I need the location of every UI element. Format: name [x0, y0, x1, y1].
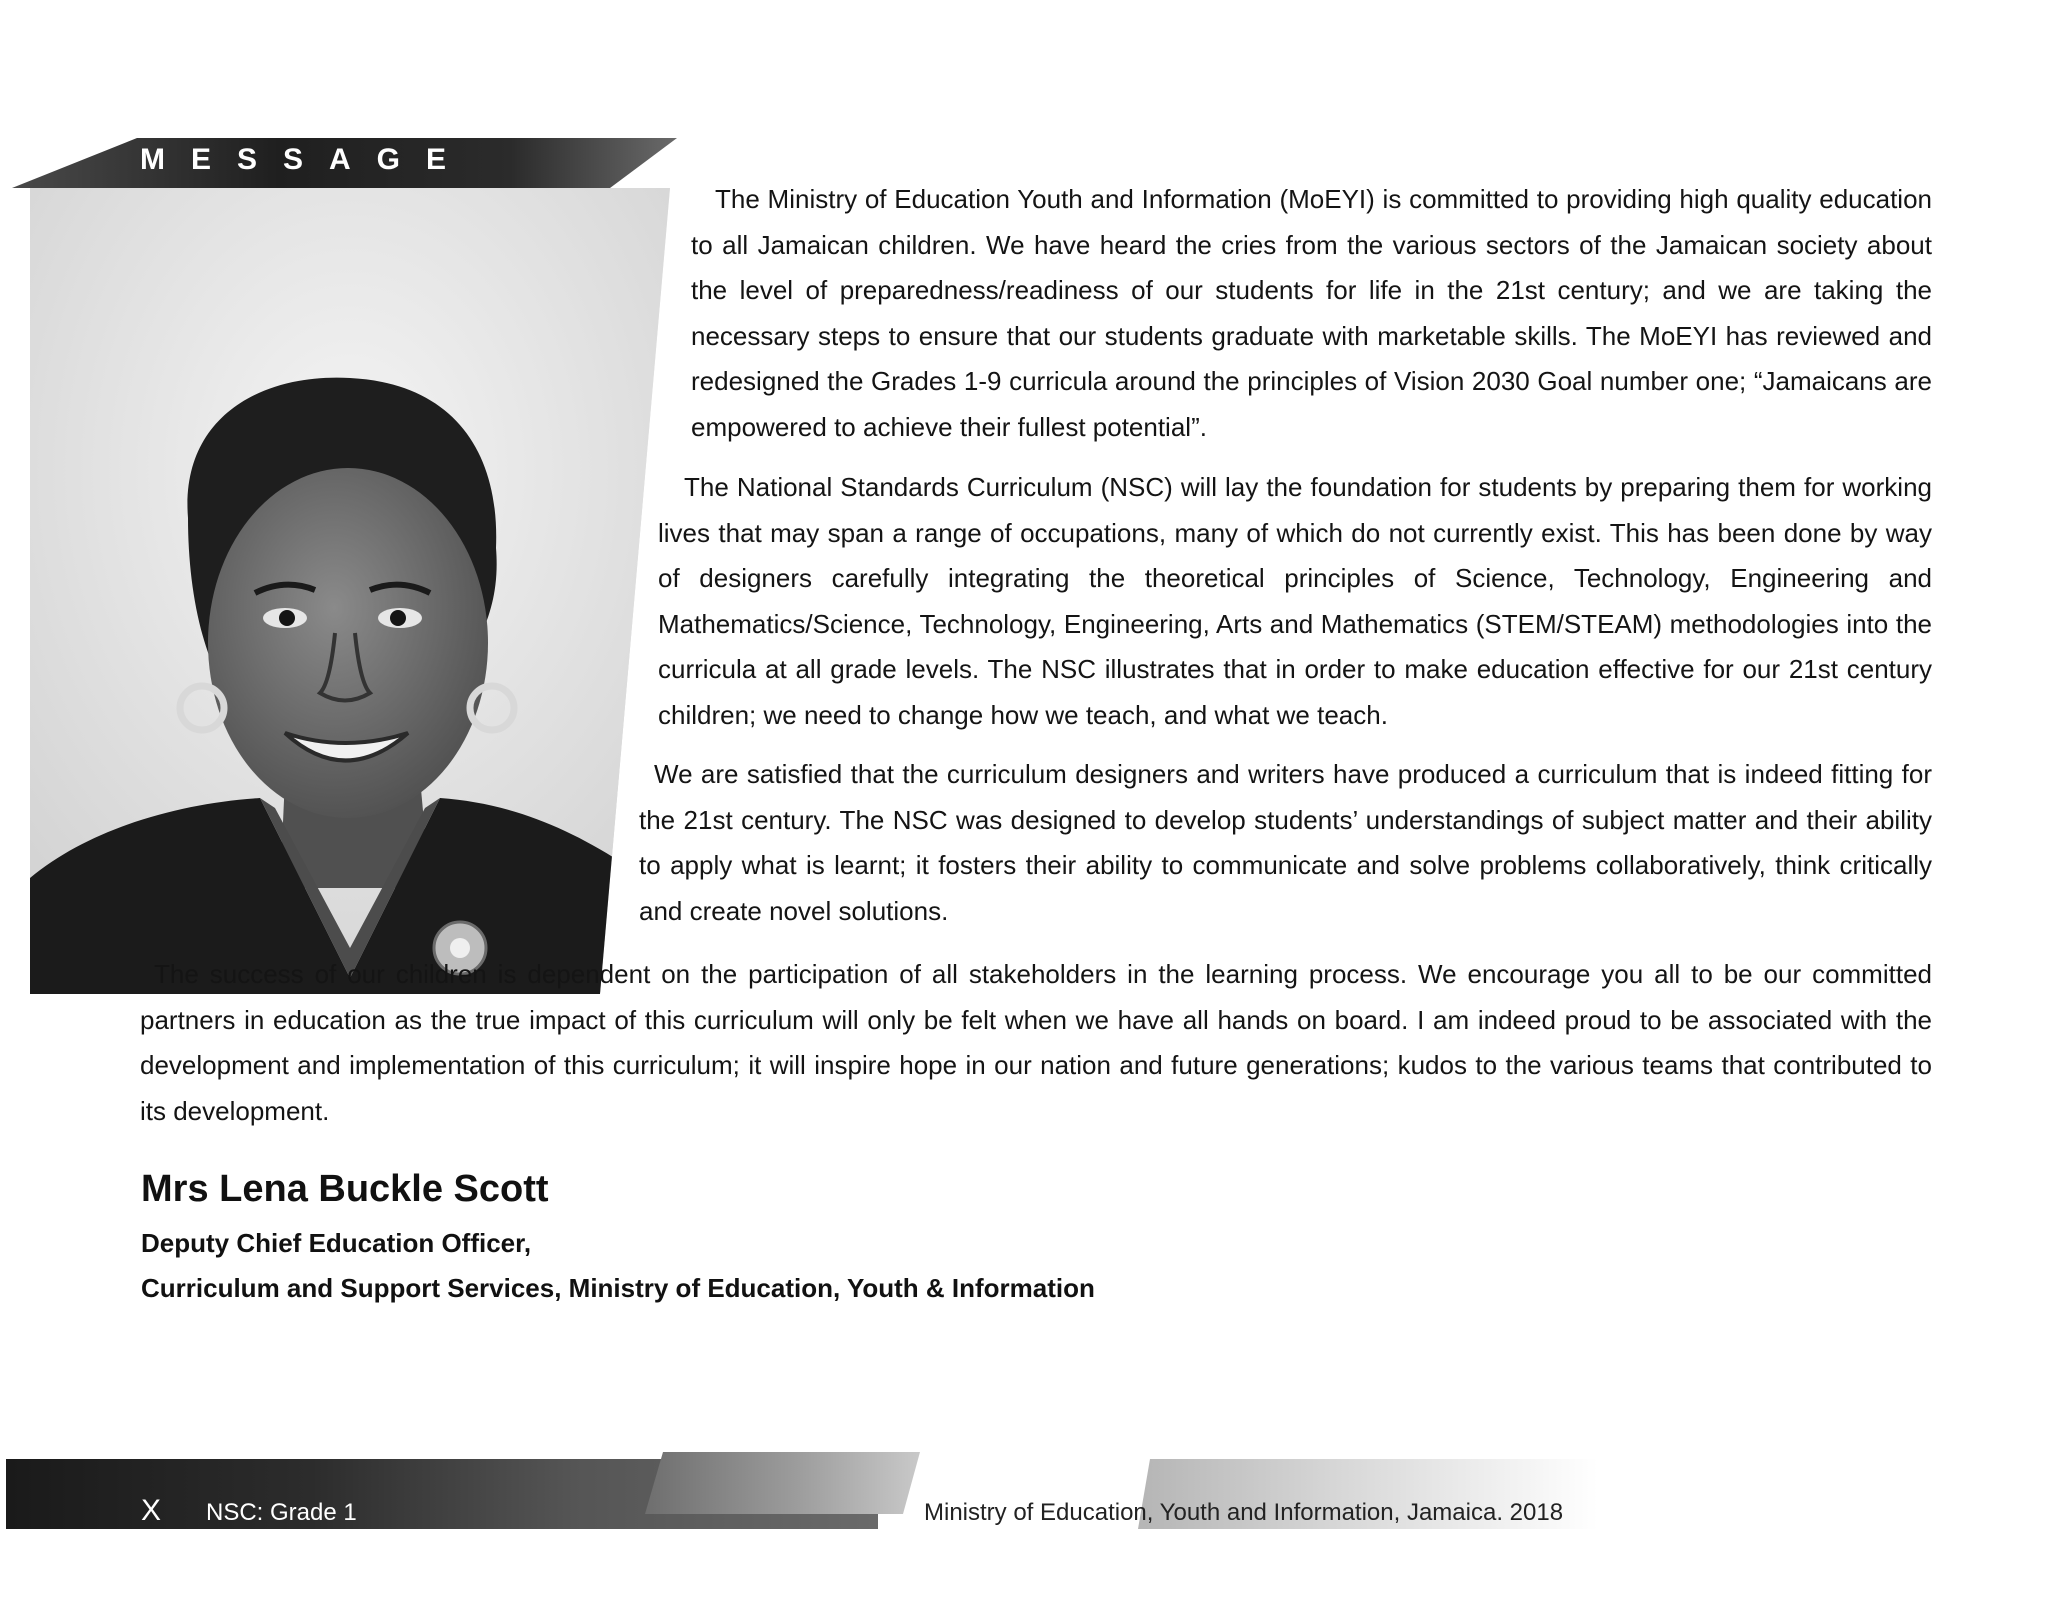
message-paragraph-1: The Ministry of Education Youth and Information (MoEYI) is committed to providing high quality education to all Jamaican children. We have heard the cries from the various sectors of the Jamaican society about the level of preparedness/readiness of our students for life in the 21st century; and we are taking the necessary steps to ensure that our students graduate with marketable skills. The MoEYI has reviewed and redesigned the Grades 1-9 curricula around the principles of Vision 2030 Goal number one; “Jamaicans are empowered to achieve their fullest potential”. [691, 184, 1932, 442]
signatory-title: Deputy Chief Education Officer, [141, 1228, 532, 1258]
page-number: X [141, 1494, 162, 1527]
page-title: MESSAGE [140, 143, 473, 176]
footer-accent [645, 1452, 920, 1514]
message-paragraph-3: We are satisfied that the curriculum designers and writers have produced a curriculum that is indeed fitting for the 21st century. The NSC was designed to develop students’ understandings of subject matter and their ability to apply what is learnt; it fosters their ability to communicate and solve problems collaboratively, think critically and create novel solutions. [639, 759, 1932, 926]
footer-publisher: Ministry of Education, Youth and Information, Jamaica. 2018 [924, 1499, 1564, 1526]
message-paragraph-2: The National Standards Curriculum (NSC) will lay the foundation for students by preparing them for working lives that may span a range of occupations, many of which do not currently exist. This has been done by way of designers carefully integrating the theoretical principles of Science, Technology, Engineering and Mathematics/Science, Technology, Engineering, Arts and Mathematics (STEM/STEAM) methodologies into the curricula at all grade levels. The NSC illustrates that in order to make education effective for our 21st century children; we need to change how we teach, and what we teach. [658, 472, 1932, 730]
portrait-illustration [30, 188, 670, 994]
portrait-photo [30, 188, 670, 994]
message-paragraph-4: The success of our children is dependent on the participation of all stakeholders in the learning process. We encourage you all to be our committed partners in education as the true impact of this curriculum will only be felt when we have all hands on board. I am indeed proud to be associated with the development and implementation of this curriculum; it will inspire hope in our nation and future generations; kudos to the various teams that contributed to its development. [140, 959, 1932, 1126]
footer-document-label: NSC: Grade 1 [206, 1499, 357, 1526]
signatory-department: Curriculum and Support Services, Ministry of Education, Youth & Information [141, 1273, 1095, 1303]
signatory-name: Mrs Lena Buckle Scott [141, 1168, 549, 1210]
